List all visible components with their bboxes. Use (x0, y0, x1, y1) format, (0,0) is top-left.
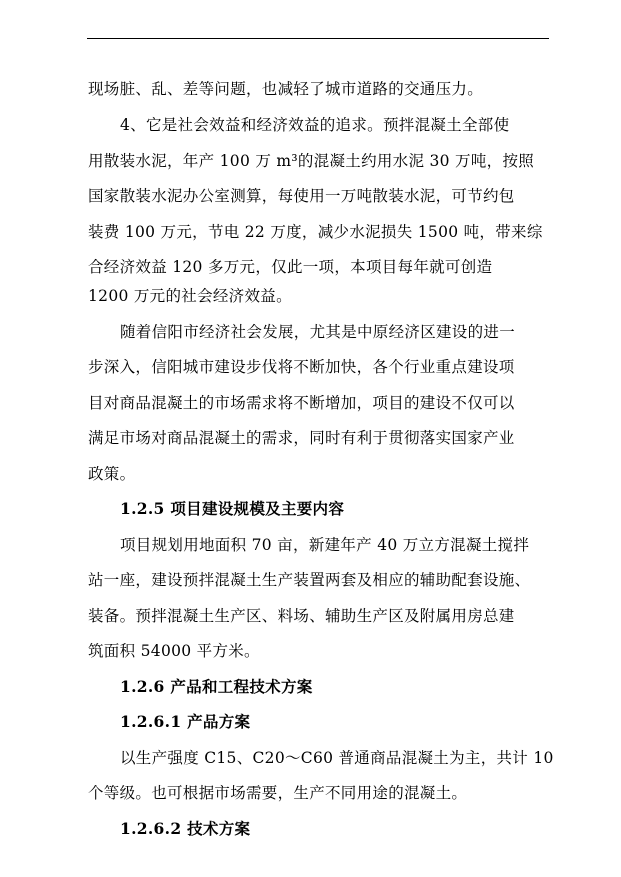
text-line: 国家散装水泥办公室测算，每使用一万吨散装水泥，可节约包 (88, 187, 515, 205)
text-line: 4、它是社会效益和经济效益的追求。预拌混凝土全部使 (120, 116, 510, 134)
header-rule (87, 38, 549, 39)
section-heading: 1.2.6 产品和工程技术方案 (120, 677, 313, 696)
text-line: 装备。预拌混凝土生产区、料场、辅助生产区及附属用房总建 (88, 607, 515, 625)
text-line: 项目规划用地面积 70 亩，新建年产 40 万立方混凝土搅拌 (120, 536, 530, 554)
text-line: 个等级。也可根据市场需要，生产不同用途的混凝土。 (88, 784, 468, 802)
text-line: 合经济效益 120 多万元，仅此一项，本项目每年就可创造 (88, 258, 493, 276)
text-line: 政策。 (88, 465, 136, 483)
text-line: 站一座，建设预拌混凝土生产装置两套及相应的辅助配套设施、 (88, 571, 531, 589)
text-line: 满足市场对商品混凝土的需求，同时有利于贯彻落实国家产业 (88, 429, 515, 447)
text-line: 步深入，信阳城市建设步伐将不断加快，各个行业重点建设项 (88, 358, 515, 376)
section-heading: 1.2.6.2 技术方案 (120, 819, 251, 838)
text-line: 随着信阳市经济社会发展，尤其是中原经济区建设的进一 (120, 323, 516, 341)
text-line: 筑面积 54000 平方米。 (88, 642, 260, 660)
text-line: 用散装水泥，年产 100 万 m³的混凝土约用水泥 30 万吨，按照 (88, 152, 535, 170)
text-line: 装费 100 万元，节电 22 万度，减少水泥损失 1500 吨，带来综 (88, 223, 543, 241)
text-line: 目对商品混凝土的市场需求将不断增加，项目的建设不仅可以 (88, 394, 515, 412)
text-line: 1200 万元的社会经济效益。 (88, 287, 292, 305)
section-heading: 1.2.6.1 产品方案 (120, 712, 251, 731)
text-line: 以生产强度 C15、C20～C60 普通商品混凝土为主，共计 10 (120, 749, 554, 767)
section-heading: 1.2.5 项目建设规模及主要内容 (120, 499, 345, 518)
text-line: 现场脏、乱、差等问题，也减轻了城市道路的交通压力。 (88, 80, 484, 98)
